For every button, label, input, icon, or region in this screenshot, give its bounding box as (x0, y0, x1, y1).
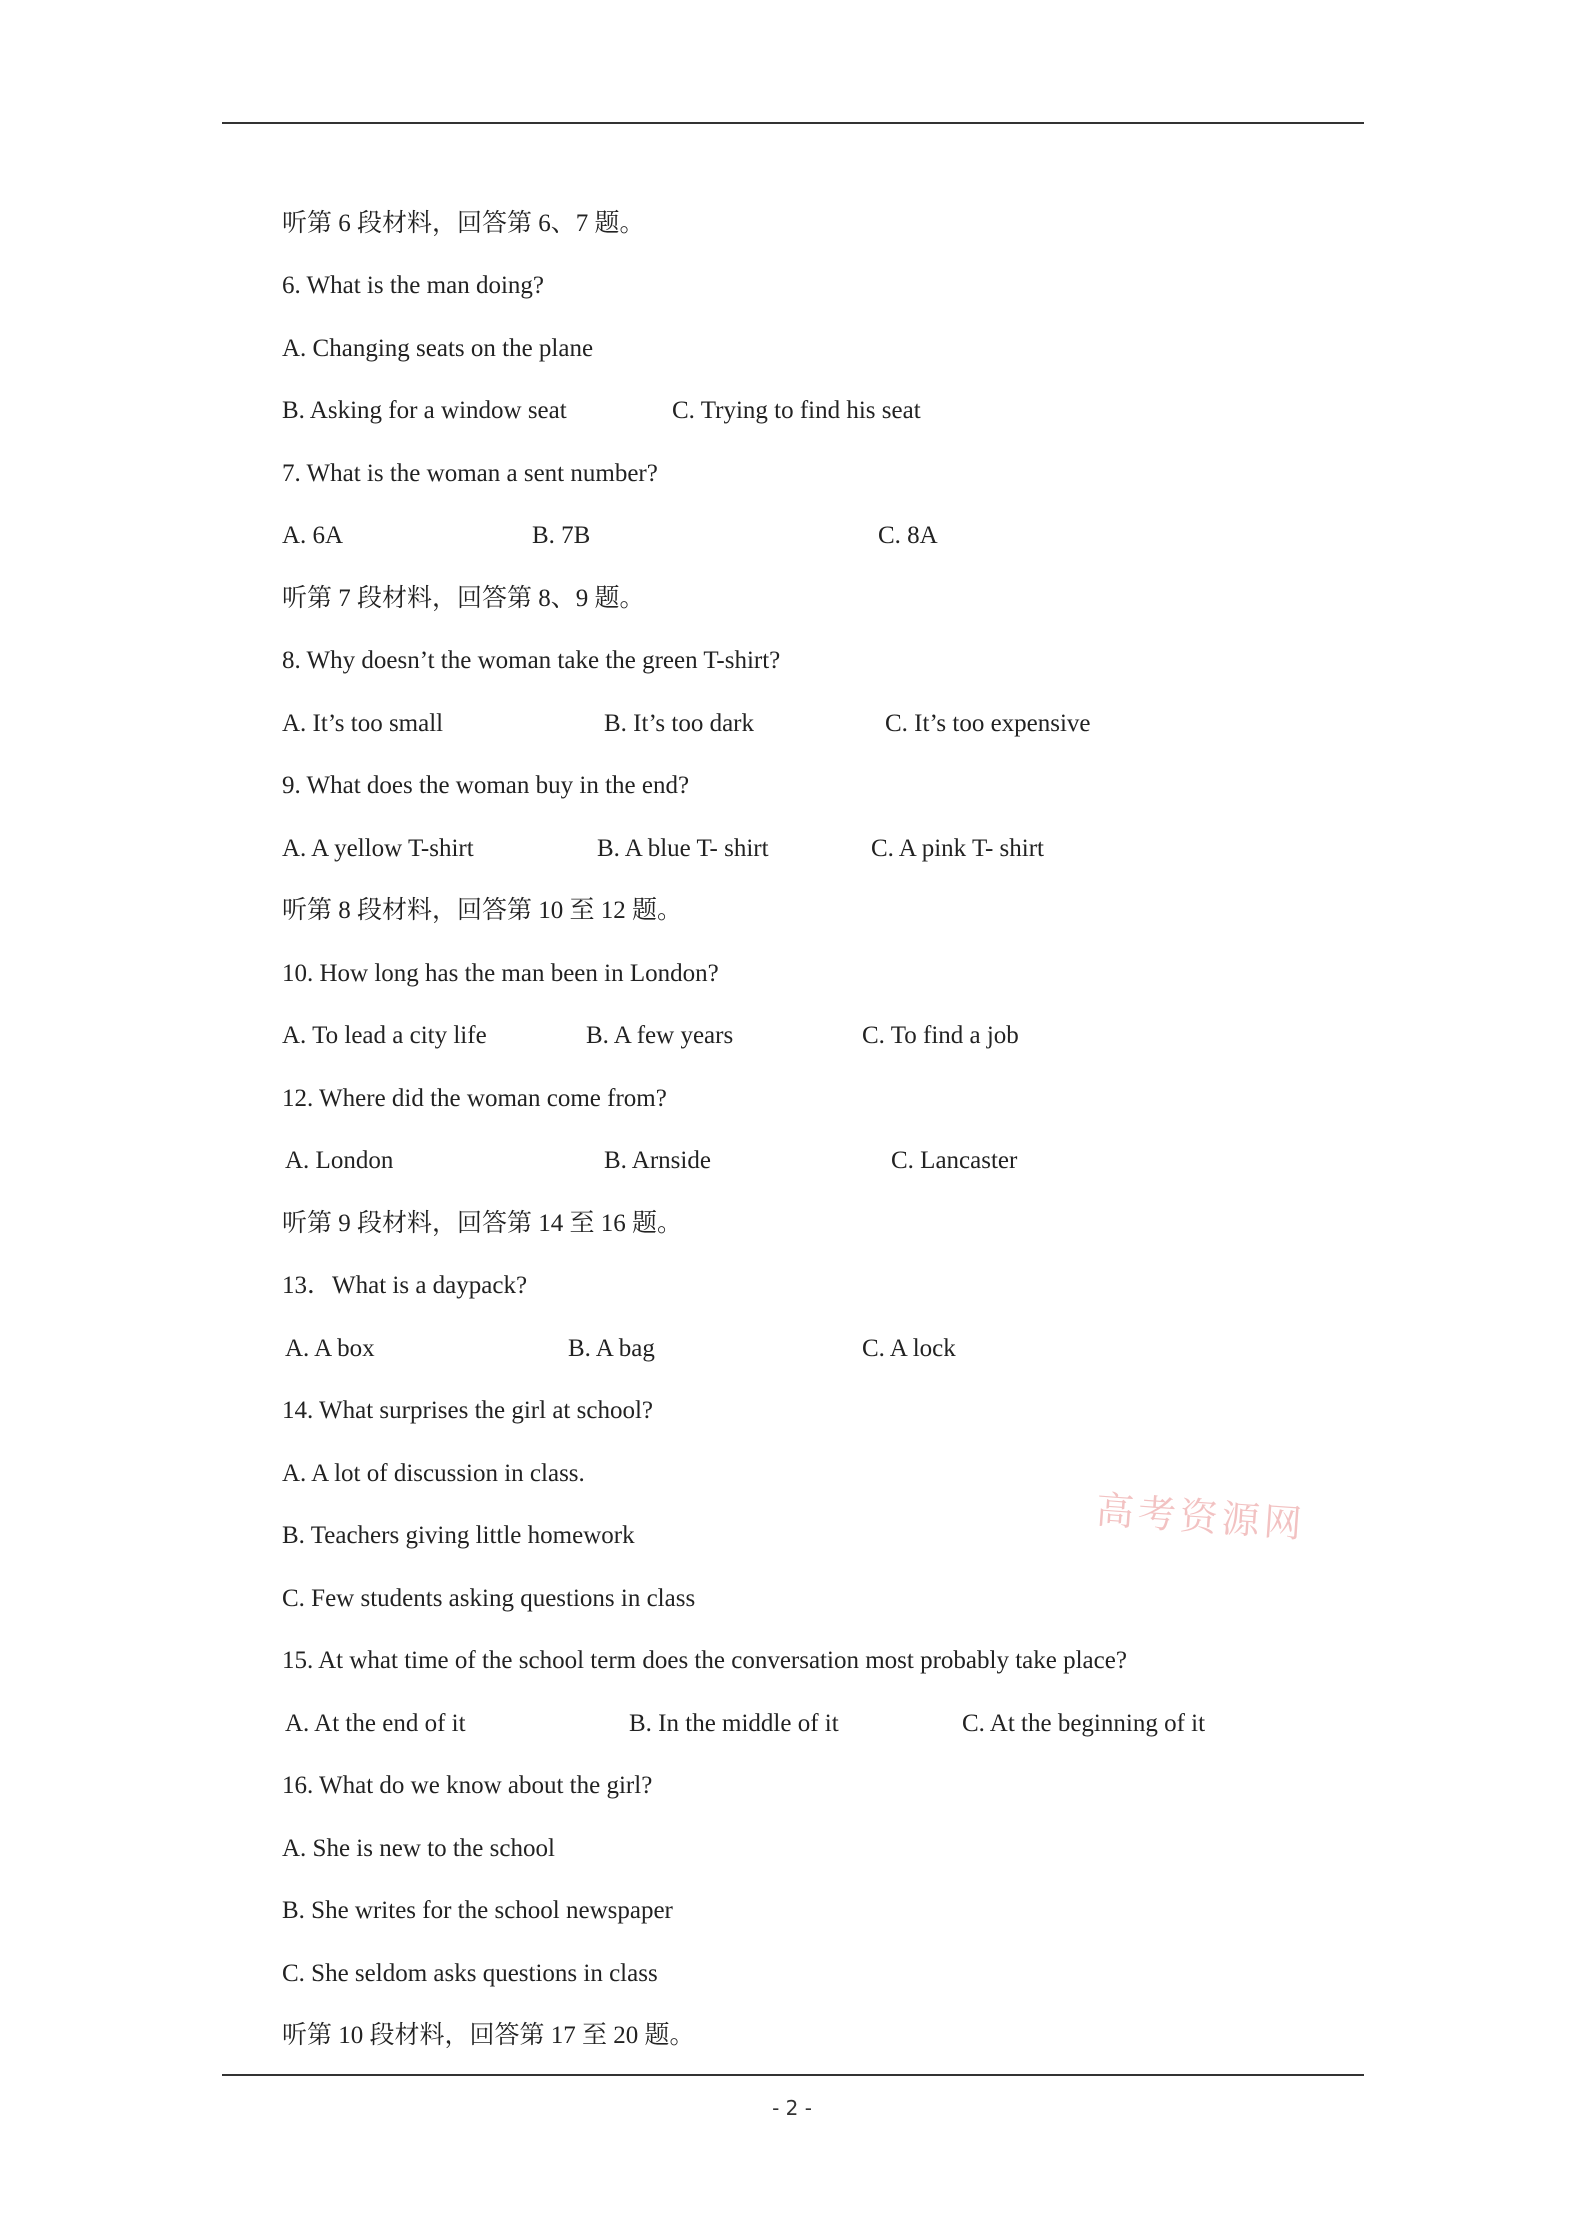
option-c: C. To find a job (862, 1022, 1019, 1049)
question-16: 16. What do we know about the girl? (282, 1772, 653, 1799)
question-10: 10. How long has the man been in London? (282, 960, 719, 987)
option-a: A. To lead a city life (282, 1022, 487, 1049)
option-a: A. London (285, 1147, 394, 1174)
option-b: B. Arnside (604, 1147, 711, 1174)
option-b: B. In the middle of it (629, 1710, 839, 1737)
question-12: 12. Where did the woman come from? (282, 1085, 667, 1112)
option-b: B. It’s too dark (604, 710, 754, 737)
option-c: C. Lancaster (891, 1147, 1018, 1174)
option-a: A. A yellow T-shirt (282, 835, 474, 862)
question-13: 13．What is a daypack? (282, 1272, 528, 1299)
watermark-logo: 高考资源网 (1094, 1487, 1308, 1547)
question-9: 9. What does the woman buy in the end? (282, 772, 690, 799)
option-b: B. 7B (532, 522, 591, 549)
question-7: 7. What is the woman a sent number? (282, 460, 658, 487)
section-heading: 听第 8 段材料，回答第 10 至 12 题。 (282, 897, 683, 924)
option-c: C. A lock (862, 1335, 956, 1362)
option-c: C. Trying to find his seat (672, 397, 921, 424)
question-15: 15. At what time of the school term does the conversation most probably take place? (282, 1647, 1127, 1674)
section-heading: 听第 6 段材料，回答第 6、7 题。 (282, 210, 645, 237)
option-a: A. A box (285, 1335, 375, 1362)
option-line: A. She is new to the school (282, 1835, 555, 1862)
option-line: B. Teachers giving little homework (282, 1522, 635, 1549)
option-a: A. 6A (282, 522, 344, 549)
page-number: - 2 - (772, 2096, 812, 2120)
header-rule (222, 122, 1364, 124)
option-a: A. At the end of it (285, 1710, 466, 1737)
section-heading: 听第 10 段材料，回答第 17 至 20 题。 (282, 2022, 695, 2049)
option-c: C. At the beginning of it (962, 1710, 1206, 1737)
option-b: B. Asking for a window seat (282, 397, 567, 424)
question-14: 14. What surprises the girl at school? (282, 1397, 653, 1424)
footer-rule (222, 2074, 1364, 2076)
option-b: B. A blue T- shirt (597, 835, 769, 862)
option-a: A. It’s too small (282, 710, 444, 737)
option-b: B. A few years (586, 1022, 734, 1049)
option-line: B. She writes for the school newspaper (282, 1897, 673, 1924)
option-line: A. A lot of discussion in class. (282, 1460, 585, 1487)
section-heading: 听第 7 段材料，回答第 8、9 题。 (282, 585, 645, 612)
option-b: B. A bag (568, 1335, 655, 1362)
question-6: 6. What is the man doing? (282, 272, 544, 299)
option-c: C. A pink T- shirt (871, 835, 1044, 862)
option-c: C. It’s too expensive (885, 710, 1091, 737)
question-8: 8. Why doesn’t the woman take the green T-shirt? (282, 647, 781, 674)
section-heading: 听第 9 段材料，回答第 14 至 16 题。 (282, 1210, 683, 1237)
option-line: A. Changing seats on the plane (282, 335, 594, 362)
option-c: C. 8A (878, 522, 938, 549)
option-line: C. Few students asking questions in class (282, 1585, 696, 1612)
option-line: C. She seldom asks questions in class (282, 1960, 658, 1987)
